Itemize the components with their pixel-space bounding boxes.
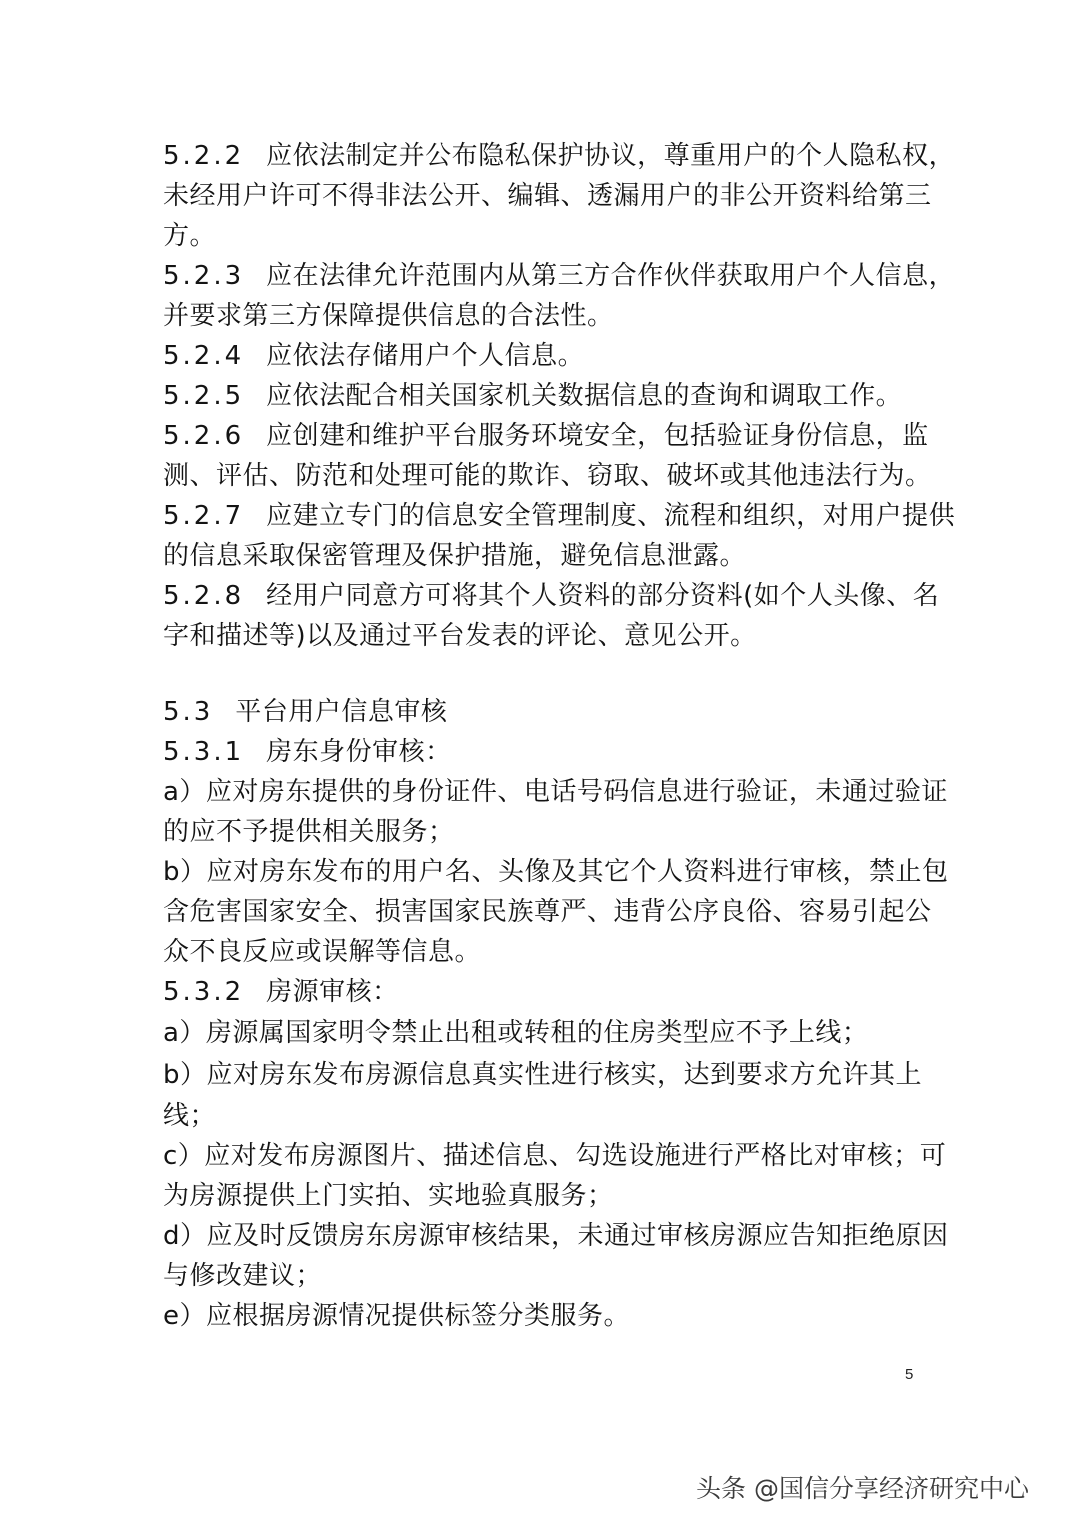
clause-5-3-1-item-a-line-1: a）应对房东提供的身份证件、电话号码信息进行验证，未通过验证 xyxy=(163,777,948,807)
clause-5-3-2-item-d-line-2: 与修改建议； xyxy=(163,1261,323,1291)
clause-5-2-7-line-1 xyxy=(163,496,956,536)
clause-5-2-6-line-2: 测、评估、防范和处理可能的欺诈、窃取、破坏或其他违法行为。 xyxy=(163,461,932,491)
clause-number: 5.2.4 xyxy=(163,341,245,371)
clause-text: 应建立专门的信息安全管理制度、流程和组织，对用户提供 xyxy=(266,501,956,531)
clause-number: 5.2.6 xyxy=(163,421,245,451)
clause-5-3-2-item-b-line-1: b）应对房东发布房源信息真实性进行核实，达到要求方允许其上 xyxy=(163,1060,923,1090)
clause-5-3-1-item-b-line-2: 含危害国家安全、损害国家民族尊严、违背公序良俗、容易引起公 xyxy=(163,897,932,927)
clause-number: 5.2.7 xyxy=(163,501,245,531)
clause-text: 应依法制定并公布隐私保护协议，尊重用户的个人隐私权， xyxy=(266,141,956,171)
clause-5-3-2-item-e-line-1: e）应根据房源情况提供标签分类服务。 xyxy=(163,1301,630,1331)
clause-5-2-2-line-3: 方。 xyxy=(163,221,217,251)
section-5-3-heading xyxy=(163,692,923,732)
section-spacer xyxy=(163,656,923,692)
clause-text: 应依法配合相关国家机关数据信息的查询和调取工作。 xyxy=(266,381,903,411)
clause-5-2-2-line-2: 未经用户许可不得非法公开、编辑、透漏用户的非公开资料给第三 xyxy=(163,181,932,211)
clause-title: 房东身份审核： xyxy=(266,737,452,767)
clause-5-3-2-item-d-line-1: d）应及时反馈房东房源审核结果，未通过审核房源应告知拒绝原因 xyxy=(163,1221,949,1251)
clause-5-2-2-line-1 xyxy=(163,136,956,176)
clause-5-2-4-line-1 xyxy=(163,336,923,376)
clause-5-3-2-item-b-line-2: 线； xyxy=(163,1101,217,1131)
clause-5-2-3-line-1 xyxy=(163,256,956,296)
clause-5-3-1-item-a-line-2: 的应不予提供相关服务； xyxy=(163,817,455,847)
clause-text: 应创建和维护平台服务环境安全，包括验证身份信息，监 xyxy=(266,421,929,451)
clause-title: 房源审核： xyxy=(266,977,399,1007)
clause-text: 应在法律允许范围内从第三方合作伙伴获取用户个人信息， xyxy=(266,261,956,291)
clause-number: 5.3.1 xyxy=(163,737,245,767)
clause-number: 5.2.2 xyxy=(163,141,245,171)
clause-5-3-2-item-c-line-1: c）应对发布房源图片、描述信息、勾选设施进行严格比对审核；可 xyxy=(163,1141,947,1171)
clause-number: 5.3.2 xyxy=(163,977,245,1007)
clause-5-2-5-line-1 xyxy=(163,376,923,416)
clause-5-3-1-item-b-line-3: 众不良反应或误解等信息。 xyxy=(163,937,482,967)
document-body xyxy=(163,136,956,1336)
clause-5-2-7-line-2: 的信息采取保密管理及保护措施，避免信息泄露。 xyxy=(163,541,747,571)
section-number: 5.3 xyxy=(163,697,214,727)
clause-number: 5.2.8 xyxy=(163,581,245,611)
clause-5-3-2-item-c-line-2: 为房源提供上门实拍、实地验真服务； xyxy=(163,1181,614,1211)
clause-5-3-1-heading xyxy=(163,732,923,772)
clause-5-2-8-line-2: 字和描述等)以及通过平台发表的评论、意见公开。 xyxy=(163,621,757,651)
clause-text: 应依法存储用户个人信息。 xyxy=(266,341,585,371)
clause-5-2-6-line-1 xyxy=(163,416,929,456)
section-title: 平台用户信息审核 xyxy=(235,697,448,727)
page-number: 5 xyxy=(905,1366,914,1383)
clause-number: 5.2.5 xyxy=(163,381,245,411)
clause-5-2-8-line-1 xyxy=(163,576,940,616)
clause-number: 5.2.3 xyxy=(163,261,245,291)
source-watermark: 头条 @国信分享经济研究中心 xyxy=(696,1474,1029,1503)
clause-5-2-3-line-2: 并要求第三方保障提供信息的合法性。 xyxy=(163,301,614,331)
clause-5-3-1-item-b-line-1: b）应对房东发布的用户名、头像及其它个人资料进行审核，禁止包 xyxy=(163,857,949,887)
clause-5-3-2-item-a-line-1: a）房源属国家明令禁止出租或转租的住房类型应不予上线； xyxy=(163,1018,869,1048)
clause-text: 经用户同意方可将其个人资料的部分资料(如个人头像、名 xyxy=(266,581,940,611)
clause-5-3-2-heading xyxy=(163,972,923,1012)
